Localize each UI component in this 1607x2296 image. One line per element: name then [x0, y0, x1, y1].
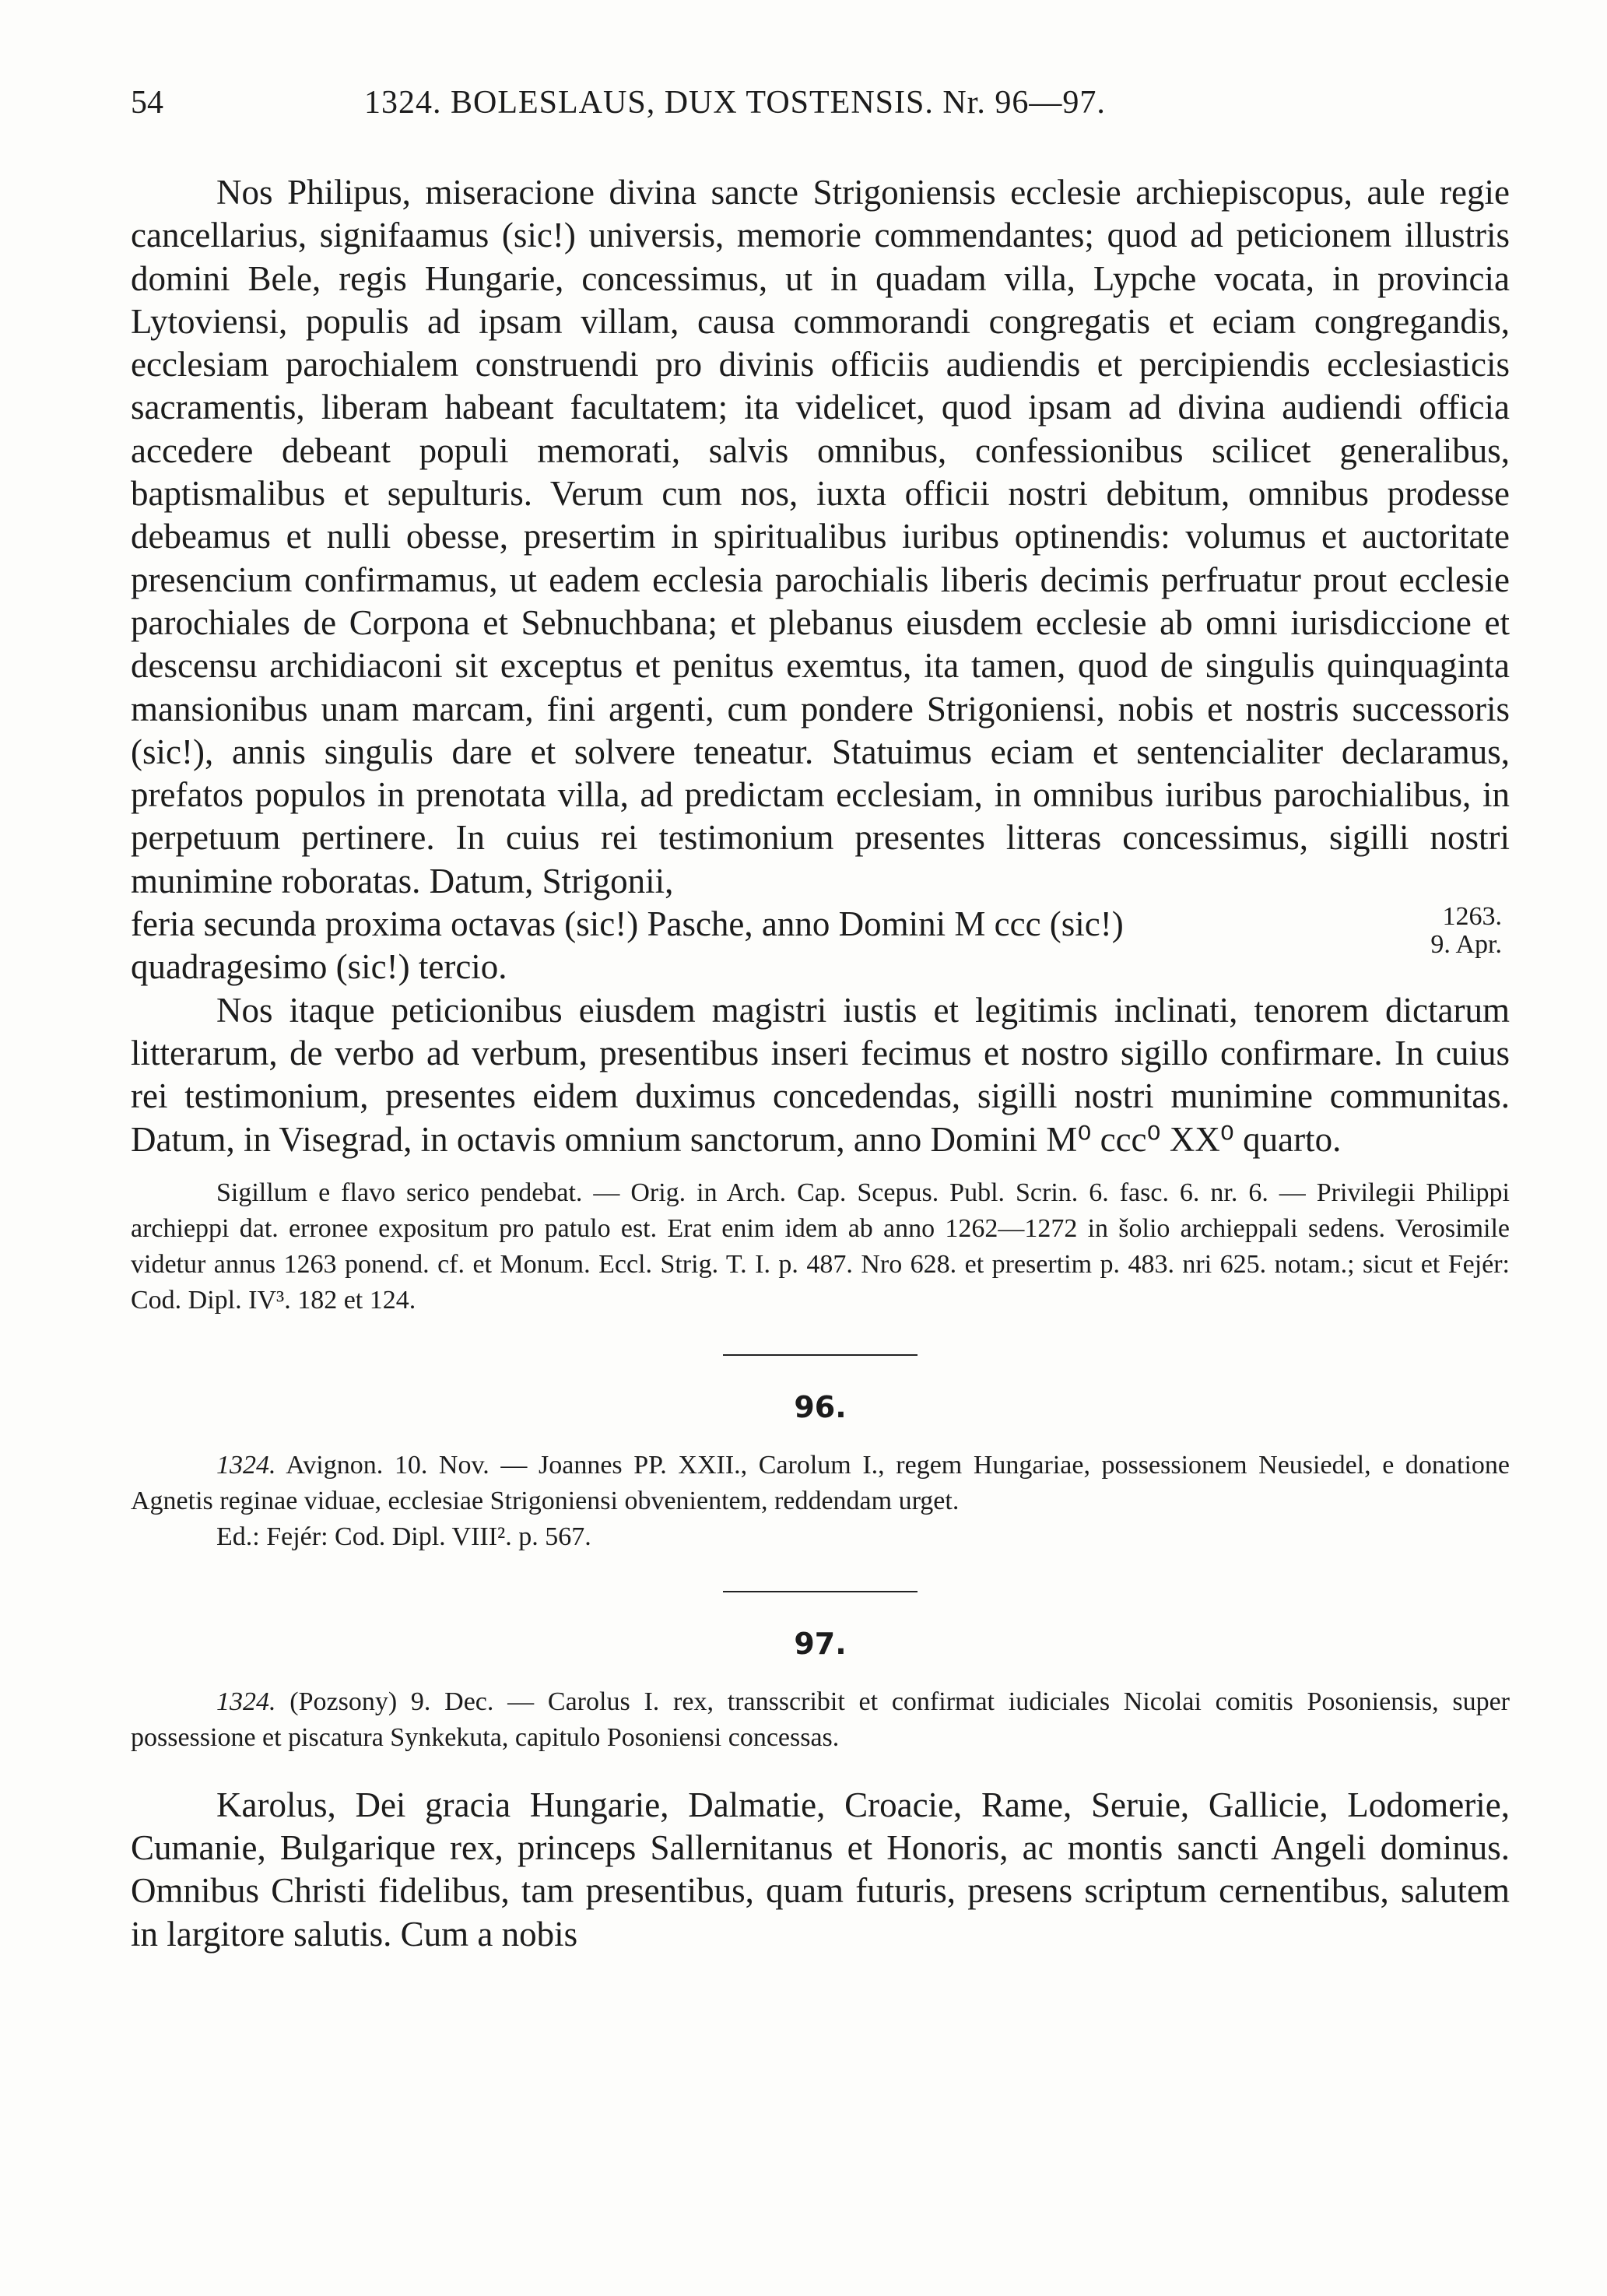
margin-date — [1430, 903, 1502, 959]
document-number-96: 96. — [794, 1389, 847, 1424]
charter-97-text: Karolus, Dei gracia Hungarie, Dalmatie, Croacie, Rame, Seruie, Gallicie, Lodomerie, Cumanie, Bulgarique rex, princeps Sallernitanus et Honoris, ac montis sancti Angeli dominus. Omnibus Christi fidelibus, tam presentibus, quam futuris, presens scriptum cernentibus, salutem in largitore salutis. Cum a nobis — [131, 1785, 1510, 1954]
regest-97-date: 1324. — [216, 1687, 276, 1716]
page-header — [131, 84, 1510, 131]
confirmation-paragraph: Nos itaque peticionibus eiusdem magistri iustis et legitimis inclinati, tenorem dictarum litterarum, de verbo ad verbum, presentibus inseri fecimus et nostro sigillo confirmare. In cuius rei testimonium, presentes eidem duximus concedendas, sigilli nostri munimine communitas. Datum, in Visegrad, in octavis omnium sanctorum, anno Domini M⁰ ccc⁰ XX⁰ quarto. — [131, 990, 1510, 1159]
edition-96: Ed.: Fejér: Cod. Dipl. VIII². p. 567. — [216, 1522, 591, 1551]
charter-date-lines — [131, 903, 1510, 989]
charter-date-line-2: quadragesimo (sic!) tercio. — [131, 947, 507, 987]
section-divider — [723, 1354, 918, 1356]
regest-96-date: 1324. — [216, 1450, 276, 1480]
regest-96-text: Avignon. 10. Nov. — Joannes PP. XXII., Carolum I., regem Hungariae, possessionem Neusiedel, e donatione Agnetis reginae viduae, ecclesiae Strigoniensi obvenientem, reddendam urget. — [131, 1450, 1510, 1515]
charter-paragraph-1: Nos Philipus, miseracione divina sancte Strigoniensis ecclesie archiepiscopus, aule regie cancellarius, signifaamus (sic!) universis, memorie commendantes; quod ad peticionem illustris domini Bele, regis Hungarie, concessimus, ut in quadam villa, Lypche vocata, in provincia Lytoviensi, populis ad ipsam villam, causa commorandi congregatis et eciam congregandis, ecclesiam parochialem construendi pro divinis officiis audiendis et percipiendis ecclesiasticis sacramentis, liberam habeant facultatem; ita videlicet, quod ipsam ad divina audiendi officia accedere debeant populi memorati, salvis omnibus, confessionibus scilicet generalibus, baptismalibus et sepulturis. Verum cum nos, iuxta officii nostri debitum, omnibus prodesse debeamus et nulli obesse, presertim in spiritualibus iuribus optinendis: volumus et auctoritate presencium confirmamus, ut eadem ecclesia parochialis liberis decimis perfruatur prout ecclesie parochiales de Corpona et Sebnuchbana; et plebanus eiusdem ecclesie ab omni iurisdiccione et descensu archidiaconi sit exceptus et penitus exemtus, ita tamen, quod de singulis quinquaginta mansionibus unam marcam, fini argenti, cum pondere Strigoniensi, nobis et nostris successoris (sic!), annis singulis dare et solvere teneatur. Statuimus eciam et sentencialiter declaramus, prefatos populos in prenotata villa, ad predictam ecclesiam, in omnibus iuribus parochialibus, in perpetuum pertinere. In cuius rei testimonium presentes litteras concessimus, sigilli nostri munimine roboratas. Datum, Strigonii, — [131, 173, 1510, 900]
running-title: 1324. BOLESLAUS, DUX TOSTENSIS. Nr. 96—97. — [364, 85, 1106, 121]
margin-date-year: 1263. — [1442, 902, 1502, 932]
regest-97-text: (Pozsony) 9. Dec. — Carolus I. rex, transscribit et confirmat iudiciales Nicolai comitis Posoniensis, super possessione et piscatura Synkekuta, capitulo Posoniensi concessas. — [131, 1687, 1511, 1752]
section-divider — [723, 1591, 918, 1592]
margin-date-day: 9. Apr. — [1430, 930, 1502, 960]
footnote-apparatus: Sigillum e flavo serico pendebat. — Orig. in Arch. Cap. Scepus. Publ. Scrin. 6. fasc. 6. nr. 6. — Privilegii Philippi archieppi dat. erronee expositum pro patulo est. Erat enim idem ab anno 1262—1272 in šolio archieppali sedens. Verosimile videtur annus 1263 ponend. cf. et Monum. Eccl. Strig. T. I. p. 487. Nro 628. et presertim p. 483. nri 625. notam.; sicut et Fejér: Cod. Dipl. IV³. 182 et 124. — [131, 1178, 1510, 1315]
regest-96 — [131, 1448, 1510, 1519]
page — [131, 84, 1510, 1956]
document-number-97: 97. — [794, 1626, 847, 1661]
regest-97 — [131, 1684, 1510, 1756]
charter-date-line-1: feria secunda proxima octavas (sic!) Pasche, anno Domini M ccc (sic!) — [131, 904, 1124, 944]
page-number: 54 — [131, 85, 163, 121]
